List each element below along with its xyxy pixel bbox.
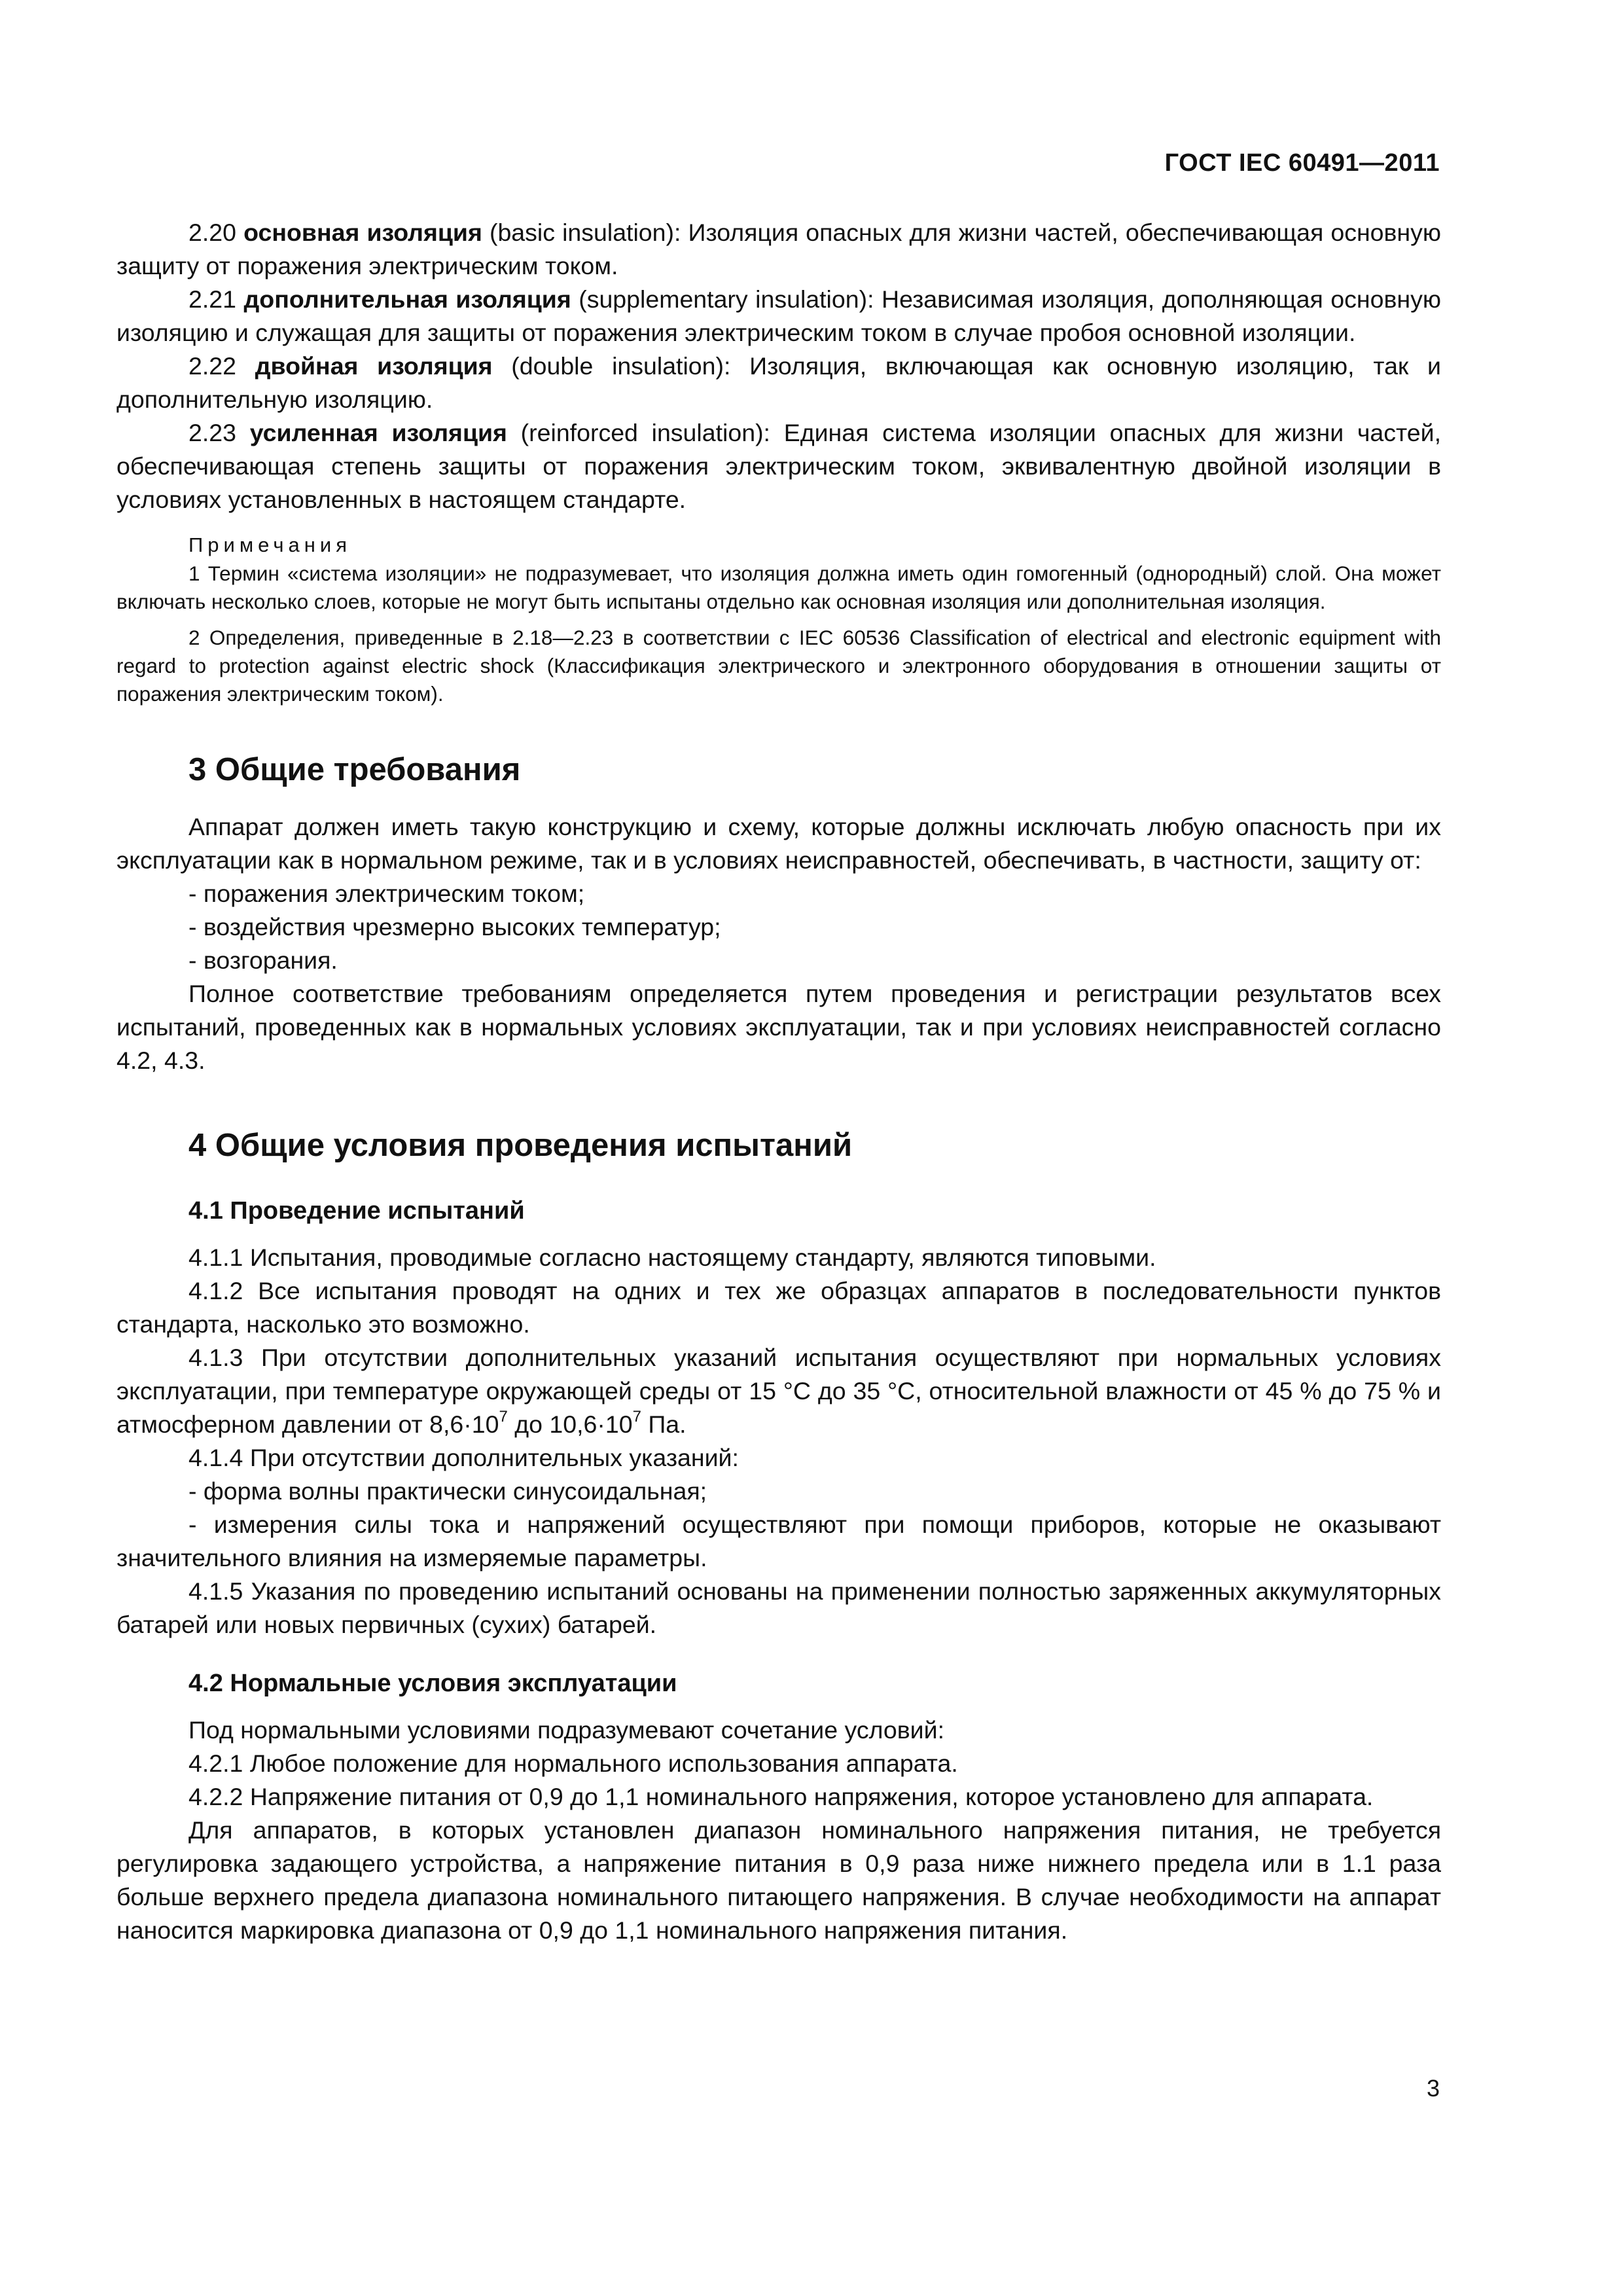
exponent: 7 <box>499 1407 508 1426</box>
subsection-4-2-intro: Под нормальными условиями подразумевают сочетание условий: <box>188 1716 944 1744</box>
definition-2-21 <box>116 283 1441 350</box>
definition-number: 2.23 <box>188 419 236 446</box>
clause-4-1-2: 4.1.2 Все испытания проводят на одних и тех же образцах аппаратов в последовательности пунктов стандарта, насколько это возможно. <box>116 1277 1441 1338</box>
clause-text: 4.1.3 При отсутствии дополнительных указаний испытания осуществляют при нормальных условиях эксплуатации, при температуре окружающей среды от 15 °C до 35 °C, относительной влажности от 45 % до 75 % и атмосферном давлении от 8,6·10 <box>116 1344 1441 1438</box>
definition-number: 2.20 <box>188 219 236 246</box>
list-item: - возгорания. <box>188 946 338 974</box>
definition-2-20 <box>116 216 1441 283</box>
definition-term: основная изоляция <box>243 219 482 246</box>
definition-term: двойная изоляция <box>255 352 493 380</box>
clause-4-1-3 <box>116 1341 1441 1441</box>
list-item: - воздействия чрезмерно высоких температур; <box>188 913 721 941</box>
clause-4-1-1: 4.1.1 Испытания, проводимые согласно настоящему стандарту, являются типовыми. <box>188 1244 1156 1271</box>
definition-term: дополнительная изоляция <box>243 285 571 313</box>
clause-text: до 10,6·10 <box>507 1410 633 1438</box>
section-3-title: 3 Общие требования <box>188 752 521 787</box>
clause-4-1-5: 4.1.5 Указания по проведению испытаний основаны на применении полностью заряженных аккумуляторных батарей или новых первичных (сухих) батарей. <box>116 1577 1441 1638</box>
clause-4-1-4: 4.1.4 При отсутствии дополнительных указаний: <box>188 1444 739 1471</box>
definition-text: (basic insulation): Изоляция опасных для жизни частей, обеспечивающая основную защиту от поражения электрическим током. <box>116 219 1442 279</box>
definition-text: (reinforced insulation): Единая система изоляции опасных для жизни частей, обеспечивающая степень защиты от поражения электрическим током, эквивалентную двойной изоляции в условиях установленных в настоящем стандарте. <box>116 419 1441 513</box>
section-4-title: 4 Общие условия проведения испытаний <box>188 1128 853 1163</box>
subsection-4-1-title: 4.1 Проведение испытаний <box>188 1197 525 1225</box>
definition-2-23 <box>116 416 1441 516</box>
note-2: 2 Определения, приведенные в 2.18—2.23 в соответствии с IEC 60536 Classification of electrical and electronic equipment with regard to protection against electric shock (Классификация электрического и электронного оборудования в отношении защиты от поражения электрическим током). <box>116 626 1441 706</box>
definition-number: 2.21 <box>188 285 236 313</box>
page-number: 3 <box>1426 2075 1440 2102</box>
list-item: - измерения силы тока и напряжений осуществляют при помощи приборов, которые не оказывают значительного влияния на измеряемые параметры. <box>116 1511 1441 1571</box>
definition-text: (supplementary insulation): Независимая изоляция, дополняющая основную изоляцию и служащая для защиты от поражения электрическим током в случае пробоя основной изоляции. <box>116 285 1441 346</box>
page-body <box>116 216 1441 1947</box>
document-code-header: ГОСТ IEC 60491—2011 <box>1164 149 1440 177</box>
definition-2-22 <box>116 350 1441 416</box>
subsection-4-2-title: 4.2 Нормальные условия эксплуатации <box>188 1670 677 1697</box>
notes-heading: Примечания <box>188 533 351 556</box>
clause-4-2-1: 4.2.1 Любое положение для нормального использования аппарата. <box>188 1749 958 1777</box>
definition-term: усиленная изоляция <box>249 419 507 446</box>
definition-number: 2.22 <box>188 352 236 380</box>
note-1: 1 Термин «система изоляции» не подразумевает, что изоляция должна иметь один гомогенный (однородный) слой. Она может включать несколько слоев, которые не могут быть испытаны отдельно как основная изоляция или дополнительная изоляция. <box>116 562 1441 613</box>
clause-4-2-2: 4.2.2 Напряжение питания от 0,9 до 1,1 номинального напряжения, которое установлено для аппарата. <box>188 1783 1374 1810</box>
clause-text: Па. <box>641 1410 687 1438</box>
section-3-paragraph-1: Аппарат должен иметь такую конструкцию и схему, которые должны исключать любую опасность при их эксплуатации как в нормальном режиме, так и в условиях неисправностей, обеспечивать, в частности, защиту от: <box>116 813 1441 874</box>
exponent: 7 <box>632 1407 641 1426</box>
section-3-paragraph-2: Полное соответствие требованиям определяется путем проведения и регистрации результатов всех испытаний, проведенных как в нормальных условиях эксплуатации, так и при условиях неисправностей согласно 4.2, 4.3. <box>116 980 1441 1074</box>
definition-text: (double insulation): Изоляция, включающая как основную изоляцию, так и дополнительную изоляцию. <box>116 352 1441 413</box>
list-item: - форма волны практически синусоидальная; <box>188 1477 707 1505</box>
clause-4-2-2-extra: Для аппаратов, в которых установлен диапазон номинального напряжения питания, не требуется регулировка задающего устройства, а напряжение питания в 0,9 раза ниже нижнего предела или в 1.1 раза больше верхнего предела диапазона номинального питающего напряжения. В случае необходимости на аппарат наносится маркировка диапазона от 0,9 до 1,1 номинального напряжения питания. <box>116 1816 1441 1944</box>
list-item: - поражения электрическим током; <box>188 880 585 907</box>
